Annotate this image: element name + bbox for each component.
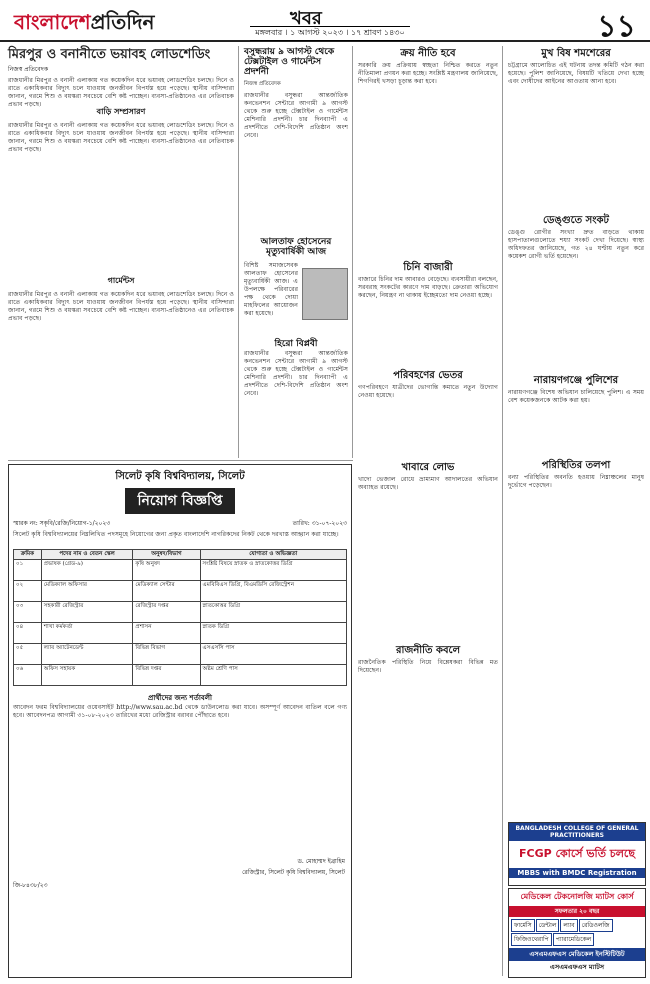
story-body: নারায়ণগঞ্জে বিশেষ অভিযান চালিয়েছে পুলিশ। এ সময় বেশ কয়েকজনকে আটক করা হয়।	[508, 389, 644, 404]
table-row	[14, 602, 347, 623]
story-headline[interactable]: খাবারে লোভ	[401, 462, 455, 473]
table-cell: ০৩	[14, 602, 42, 623]
ad-course-item: ল্যাব	[560, 919, 577, 932]
table-cell: প্রশাসন	[133, 623, 200, 644]
byline: নিজস্ব প্রতিবেদক	[244, 80, 281, 87]
story-headline[interactable]: ডেঙ্গুতে সংকট	[543, 215, 609, 226]
ad-course-list	[509, 917, 645, 948]
ad-tag: সফলতার ২০ বছর	[509, 906, 645, 917]
ad-course-item: প্যারামেডিকেল	[553, 933, 595, 946]
notice-table-wrap	[9, 547, 351, 688]
story-exhibition	[244, 48, 348, 240]
table-cell: প্রভাষক (গ্রেড-৯)	[41, 560, 133, 581]
memo-number: স্মারক নং: সকৃবি/রেজি/নিয়োগ-১/২০২৩	[13, 520, 111, 527]
obituary	[244, 238, 348, 330]
table-header-cell: ক্রমিক	[14, 550, 42, 560]
job-notice-ad	[8, 464, 352, 978]
fcgp-ad[interactable]	[508, 822, 646, 886]
ad-course-item: ডেন্টাল	[536, 919, 560, 932]
story-body: রাজধানীর বসুন্ধরা আন্তর্জাতিক কনভেনশন সেন্টারে আগামী ৯ আগস্ট থেকে শুরু হচ্ছে টেক্সটাইল ও গার্মেন্টস মেশিনারি প্রদর্শনী। চার দিনব্যাপী এ প্রদর্শনীতে দেশি-বিদেশি প্রতিষ্ঠান অংশ নেবে।	[244, 91, 348, 139]
story-body: চট্টগ্রামে আলোচিত এই ঘটনায় তদন্ত কমিটি গঠন করা হয়েছে। পুলিশ জানিয়েছে, বিষয়টি খতিয়ে দেখা হচ্ছে এবং দোষীদের আইনের আওতায় আনা হবে।	[508, 62, 644, 85]
masthead	[0, 0, 650, 42]
ad-org: BANGLADESH COLLEGE OF GENERAL PRACTITIONERS	[509, 823, 645, 841]
story-body: বন্যা পরিস্থিতির অবনতি হওয়ায় নিম্নাঞ্চলের মানুষ দুর্ভোগে পড়েছেন।	[508, 474, 644, 489]
table-header-cell: পদের নাম ও বেতন স্কেল	[41, 550, 133, 560]
table-cell: স্নাতকোত্তর ডিগ্রি	[200, 602, 346, 623]
byline: নিজস্ব প্রতিবেদক	[8, 66, 49, 74]
table-cell: ল্যাব অ্যাটেনডেন্ট	[41, 644, 133, 665]
ad-institute: এসএমএফএস মেডিকেল ইনস্টিটিউট	[509, 948, 645, 961]
story-body: বিশিষ্ট সমাজসেবক আলতাফ হোসেনের মৃত্যুবার্ষিকী আজ। এ উপলক্ষে পরিবারের পক্ষ থেকে দোয়া মাহফিলের আয়োজন করা হয়েছে।	[244, 261, 298, 317]
story-body: রাজধানীর বসুন্ধরা আন্তর্জাতিক কনভেনশন সেন্টারে আগামী ৯ আগস্ট থেকে শুরু হচ্ছে টেক্সটাইল ও গার্মেন্টস মেশিনারি প্রদর্শনী। চার দিনব্যাপী এ প্রদর্শনীতে দেশি-বিদেশি প্রতিষ্ঠান অংশ নেবে।	[244, 349, 348, 397]
story-headline[interactable]: চিনি বাজারী	[403, 262, 453, 273]
story-headline[interactable]: মিরপুর ও বনানীতে ভয়াবহ লোডশেডিং	[8, 47, 211, 62]
notice-meta	[9, 516, 351, 531]
vacancy-table	[13, 549, 347, 686]
story-body: সরকারি ক্রয় প্রক্রিয়ায় স্বচ্ছতা নিশ্চিত করতে নতুন নীতিমালা প্রণয়ন করা হচ্ছে। সংশ্লিষ্ট মন্ত্রণালয় জানিয়েছে, শিগগিরই খসড়া চূড়ান্ত করা হবে।	[358, 62, 498, 85]
table-cell: মেডিক্যাল সেন্টার	[133, 581, 200, 602]
ad-headline: মেডিকেল টেকনোলজি ম্যাটস কোর্স	[520, 892, 634, 901]
story-headline[interactable]: মুখ বিষ শমশেরের	[541, 48, 611, 59]
table-cell: অফিস সহায়ক	[41, 665, 133, 686]
story-procurement	[358, 48, 498, 257]
page-number: ১১	[597, 9, 636, 44]
story-body: রাজধানীর মিরপুর ও বনানী এলাকায় গত কয়েকদিন ধরে ভয়াবহ লোডশেডিং চলছে। দিনে ও রাতে একাধিকবার বিদ্যুৎ চলে যাওয়ায় জনজীবন বিপর্যস্ত হয়ে পড়েছে। স্থানীয় বাসিন্দারা জানান, গরমে শিশু ও বয়স্করা সবচেয়ে বেশি কষ্ট পাচ্ছেন। ব্যবসা-প্রতিষ্ঠানেও এর নেতিবাচক প্রভাব পড়ছে।	[8, 77, 234, 109]
ad-course-item: ফিজিওথেরাপি	[511, 933, 552, 946]
story-food	[358, 462, 498, 641]
story-transport	[358, 370, 498, 454]
story-headline[interactable]: পরিবহণের ভেতর	[393, 370, 463, 381]
story-situation	[508, 460, 644, 829]
story-politics	[358, 645, 498, 984]
notice-date: তারিখ: ৩১-০৭-২০২৩	[292, 520, 347, 527]
story-body: রাজধানীর মিরপুর ও বনানী এলাকায় গত কয়েকদিন ধরে ভয়াবহ লোডশেডিং চলছে। দিনে ও রাতে একাধিকবার বিদ্যুৎ চলে যাওয়ায় জনজীবন বিপর্যস্ত হয়ে পড়েছে। স্থানীয় বাসিন্দারা জানান, গরমে শিশু ও বয়স্করা সবচেয়ে বেশি কষ্ট পাচ্ছেন। ব্যবসা-প্রতিষ্ঠানেও এর নেতিবাচক প্রভাব পড়ছে।	[8, 122, 234, 154]
table-cell: ০৫	[14, 644, 42, 665]
ad-course-item: রেডিওলজি	[579, 919, 613, 932]
ad-course-item: ফার্মেসি	[511, 919, 535, 932]
story-body: রাজধানীর মিরপুর ও বনানী এলাকায় গত কয়েকদিন ধরে ভয়াবহ লোডশেডিং চলছে। দিনে ও রাতে একাধিকবার বিদ্যুৎ চলে যাওয়ায় জনজীবন বিপর্যস্ত হয়ে পড়েছে। স্থানীয় বাসিন্দারা জানান, গরমে শিশু ও বয়স্করা সবচেয়ে বেশি কষ্ট পাচ্ছেন। ব্যবসা-প্রতিষ্ঠানেও এর নেতিবাচক প্রভাব পড়ছে।	[8, 291, 234, 323]
subhead: বাড়ি সম্প্রসারণ	[96, 107, 146, 117]
section-title: খবর	[290, 8, 322, 29]
table-cell: সহকারী রেজিস্ট্রার	[41, 602, 133, 623]
table-row	[14, 623, 347, 644]
column-rule	[352, 46, 353, 458]
dateline: মঙ্গলবার । ১ আগস্ট ২০২৩ । ১৭ শ্রাবণ ১৪৩০	[250, 26, 410, 41]
story-headline[interactable]: ক্রয় নীতি হবে	[400, 48, 456, 59]
story-headline[interactable]: আলতাফ হোসেনের মৃত্যুবার্ষিকী আজ	[260, 237, 332, 257]
table-cell: কৃষি অনুষদ	[133, 560, 200, 581]
story-headline[interactable]: পরিস্থিতির তলপা	[541, 460, 611, 471]
story-body: ডেঙ্গু রোগীর সংখ্যা দ্রুত বাড়তে থাকায় হাসপাতালগুলোতে শয্যা সংকট দেখা দিয়েছে। স্বাস্থ্য অধিদফতর জানিয়েছে, গত ২৪ ঘণ্টায় নতুন করে কয়েকশ রোগী ভর্তি হয়েছেন।	[508, 229, 644, 260]
column-rule	[238, 46, 239, 458]
table-cell: ০১	[14, 560, 42, 581]
table-header-cell: অনুষদ/বিভাগ	[133, 550, 200, 560]
ad-institute-sub: এসএমএফএস ম্যাটস	[549, 963, 605, 971]
story-narayanganj	[508, 375, 644, 459]
brief-story	[244, 340, 348, 410]
portrait-photo	[302, 268, 348, 320]
story-dengue	[508, 215, 644, 369]
ad-headline: FCGP কোর্সে ভর্তি চলছে	[518, 847, 636, 860]
medical-tech-ad[interactable]	[508, 888, 646, 978]
story-body: রাজনৈতিক পরিস্থিতি নিয়ে বিশ্লেষকরা বিভিন্ন মত দিয়েছেন।	[358, 659, 498, 674]
signature-block	[9, 854, 351, 880]
newspaper-logo[interactable]: বাংলাদেশপ্রতিদিন	[14, 10, 155, 34]
table-cell: মেডিক্যাল অফিসার	[41, 581, 133, 602]
terms-title: প্রার্থীদের জন্য শর্তাবলী	[147, 694, 212, 702]
column-rule	[502, 46, 503, 976]
table-cell: রেজিস্ট্রার দপ্তর	[133, 602, 200, 623]
notice-title: নিয়োগ বিজ্ঞপ্তি	[125, 488, 235, 514]
table-cell: স্নাতক ডিগ্রি	[200, 623, 346, 644]
table-cell: শাখা কর্মকর্তা	[41, 623, 133, 644]
story-headline[interactable]: হিরো বিপ্লবী	[274, 339, 318, 349]
table-cell: এমবিবিএস ডিগ্রি, বিএমডিসি রেজিস্ট্রেশন	[200, 581, 346, 602]
notice-intro: সিলেট কৃষি বিশ্ববিদ্যালয়ের নিম্নলিখিত পদসমূহে নিয়োগের জন্য প্রকৃত বাংলাদেশি নাগরিকদের নিকট থেকে দরখাস্ত আহ্বান করা যাচ্ছে।	[13, 531, 339, 538]
table-cell: সংশ্লিষ্ট বিষয়ে স্নাতক ও স্নাতকোত্তর ডিগ্রি	[200, 560, 346, 581]
story-headline[interactable]: বসুন্ধরায় ৯ আগস্ট থেকে টেক্সটাইল ও গার্মেন্টস প্রদর্শনী	[244, 47, 335, 77]
ad-sub: MBBS with BMDC Registration	[509, 868, 645, 878]
story-body: বাজারে চিনির দাম আবারও বেড়েছে। ব্যবসায়ীরা বলছেন, সরবরাহ সংকটের কারণে দাম বাড়ছে। ক্রেতারা অভিযোগ করছেন, নিয়ন্ত্রণ না থাকায় ইচ্ছেমতো দাম নেওয়া হচ্ছে।	[358, 276, 498, 299]
subhead: গার্মেন্টস	[107, 276, 135, 286]
story-sugar	[358, 262, 498, 356]
table-cell: ০৬	[14, 665, 42, 686]
story-loadshedding	[8, 48, 234, 441]
signatory-name: ড. মোহাম্মদ ইব্রাহিম	[297, 858, 345, 865]
story-body: গণপরিবহণে যাত্রীদের ভোগান্তি কমাতে নতুন উদ্যোগ নেওয়া হয়েছে।	[358, 384, 498, 399]
section-rule	[8, 460, 353, 461]
table-cell: এসএসসি পাস	[200, 644, 346, 665]
table-row	[14, 665, 347, 686]
story-shamsher	[508, 48, 644, 212]
table-cell: ০৪	[14, 623, 42, 644]
story-headline[interactable]: নারায়ণগঞ্জে পুলিশের	[533, 375, 619, 386]
notice-org: সিলেট কৃষি বিশ্ববিদ্যালয়, সিলেট	[115, 471, 245, 482]
story-headline[interactable]: রাজনীতি কবলে	[395, 645, 461, 656]
ad-ref: জি-৮৪৩৮/২৩	[13, 882, 48, 889]
table-cell: বিভিন্ন দপ্তর	[133, 665, 200, 686]
table-row	[14, 644, 347, 665]
table-row	[14, 560, 347, 581]
signatory-title: রেজিস্ট্রার, সিলেট কৃষি বিশ্ববিদ্যালয়, সিলেট	[242, 869, 345, 876]
table-cell: বিভিন্ন বিভাগ	[133, 644, 200, 665]
table-row	[14, 581, 347, 602]
table-cell: অষ্টম শ্রেণি পাস	[200, 665, 346, 686]
story-body: খাদ্যে ভেজাল রোধে ভ্রাম্যমাণ আদালতের অভিযান অব্যাহত রয়েছে।	[358, 476, 498, 491]
terms-body: আবেদন ফরম বিশ্ববিদ্যালয়ের ওয়েবসাইট http://www.sau.ac.bd থেকে ডাউনলোড করা যাবে। অসম্পূর্ণ আবেদন বাতিল বলে গণ্য হবে। আবেদনপত্র আগামী ৩১-০৮-২০২৩ তারিখের মধ্যে রেজিস্ট্রার বরাবর পৌঁছাতে হবে।	[13, 704, 347, 719]
table-cell: ০২	[14, 581, 42, 602]
table-header-cell: যোগ্যতা ও অভিজ্ঞতা	[200, 550, 346, 560]
